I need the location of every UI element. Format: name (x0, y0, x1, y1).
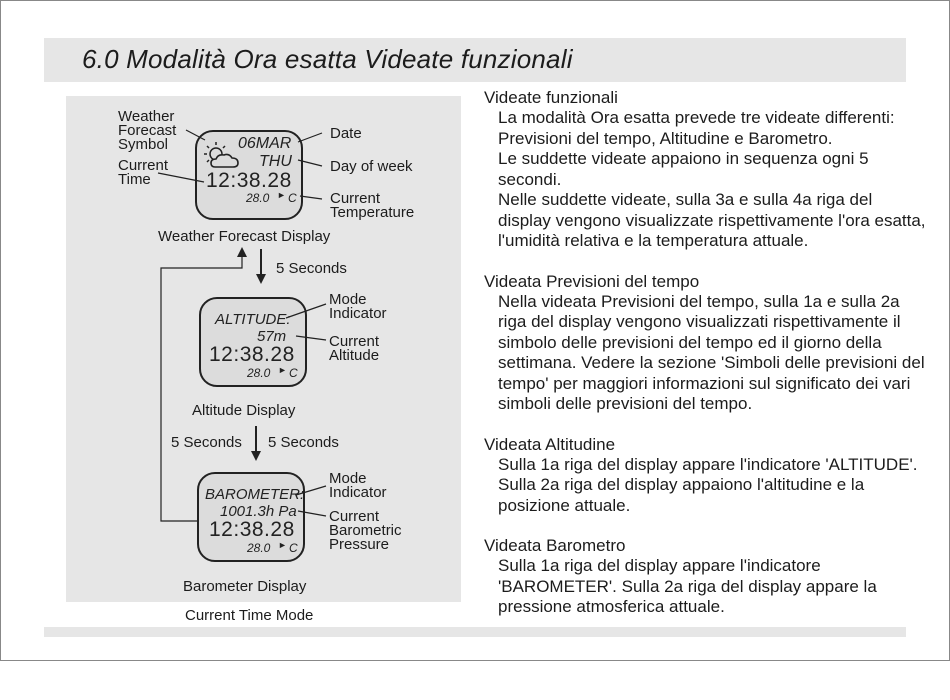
lcd-time: 12:38.28 (209, 343, 295, 366)
label-current-barometric-pressure: Current Barometric Pressure (329, 508, 402, 553)
arrow-up-icon (237, 247, 247, 257)
label-5-seconds-left: 5 Seconds (171, 434, 242, 451)
paragraph: Le suddette videate appaiono in sequenza ogni 5 secondi. (498, 149, 869, 189)
page-title: 6.0 Modalità Ora esatta Videate funzionali (82, 44, 573, 74)
label-5-seconds-right: 5 Seconds (268, 434, 339, 451)
section-heading: Videata Previsioni del tempo (484, 271, 700, 291)
lcd-time: 12:38.28 (206, 169, 292, 192)
caption-weather-forecast-display: Weather Forecast Display (158, 228, 331, 245)
section-heading: Videate funzionali (484, 88, 618, 107)
label-current-temperature: Current Temperature (330, 190, 415, 221)
lcd-temperature: 28.0 (246, 191, 270, 205)
lcd-unit: C (289, 541, 298, 555)
section-heading: Videata Altitudine (484, 434, 616, 454)
paragraph: Sulla 1a riga del display appare l'indicatore 'BAROMETER'. Sulla 2a riga del display appare la pressione atmosferica attuale. (498, 556, 877, 616)
lcd-date: 06MAR (238, 135, 292, 152)
lcd-mode-indicator: BAROMETER: (205, 486, 305, 503)
label-mode-indicator: Mode Indicator (329, 291, 387, 322)
label-weather-forecast-symbol: Weather Forecast Symbol (118, 108, 177, 153)
caption-current-time-mode: Current Time Mode (185, 607, 314, 624)
triangle-icon: ► (277, 190, 286, 200)
label-mode-indicator: Mode Indicator (329, 470, 387, 501)
section-videata-previsioni (484, 272, 929, 415)
caption-altitude-display: Altitude Display (192, 402, 296, 419)
label-date: Date (330, 125, 362, 142)
paragraph: Sulla 1a riga del display appare l'indicatore 'ALTITUDE'. Sulla 2a riga del display appaiono l'altitudine e la posizione attuale. (498, 454, 918, 515)
label-current-altitude: Current Altitude (329, 333, 380, 364)
lcd-mode-indicator: ALTITUDE: (215, 311, 291, 328)
lcd-temperature: 28.0 (247, 541, 271, 555)
paragraph: Nella videata Previsioni del tempo, sulla 1a e sulla 2a riga del display vengono visualizzati rispettivamente il simbolo delle previsioni del tempo ed il giorno della settimana. Vedere la sezione 'Simboli delle previsioni del tempo' per maggiori informazioni sul significato dei vari simboli delle previsioni del tempo. (498, 291, 925, 413)
section-videata-barometro (484, 536, 929, 618)
lcd-altitude-value: 57m (257, 328, 287, 345)
label-day-of-week: Day of week (330, 158, 413, 175)
triangle-icon: ► (278, 365, 287, 375)
lcd-unit: C (289, 366, 298, 380)
lcd-time: 12:38.28 (209, 518, 295, 541)
label-5-seconds-top: 5 Seconds (276, 260, 347, 277)
lcd-pressure-value: 1001.3h Pa (220, 503, 297, 520)
paragraph: La modalità Ora esatta prevede tre videate differenti: Previsioni del tempo, Altitudine e Barometro. (498, 108, 895, 148)
lcd-temperature: 28.0 (247, 366, 271, 380)
caption-barometer-display: Barometer Display (183, 578, 307, 595)
lcd-day-of-week: THU (259, 153, 292, 170)
section-videata-altitudine (484, 435, 929, 517)
paragraph: Nelle suddette videate, sulla 3a e sulla 4a riga del display vengono visualizzate rispettivamente l'ora esatta, l'umidità relativa e la temperatura attuale. (498, 190, 926, 250)
text-column (484, 88, 929, 638)
label-current-time: Current Time (118, 157, 169, 188)
section-videate-funzionali (484, 88, 929, 252)
lcd-unit: C (288, 191, 297, 205)
triangle-icon: ► (278, 540, 287, 550)
section-heading: Videata Barometro (484, 536, 626, 555)
